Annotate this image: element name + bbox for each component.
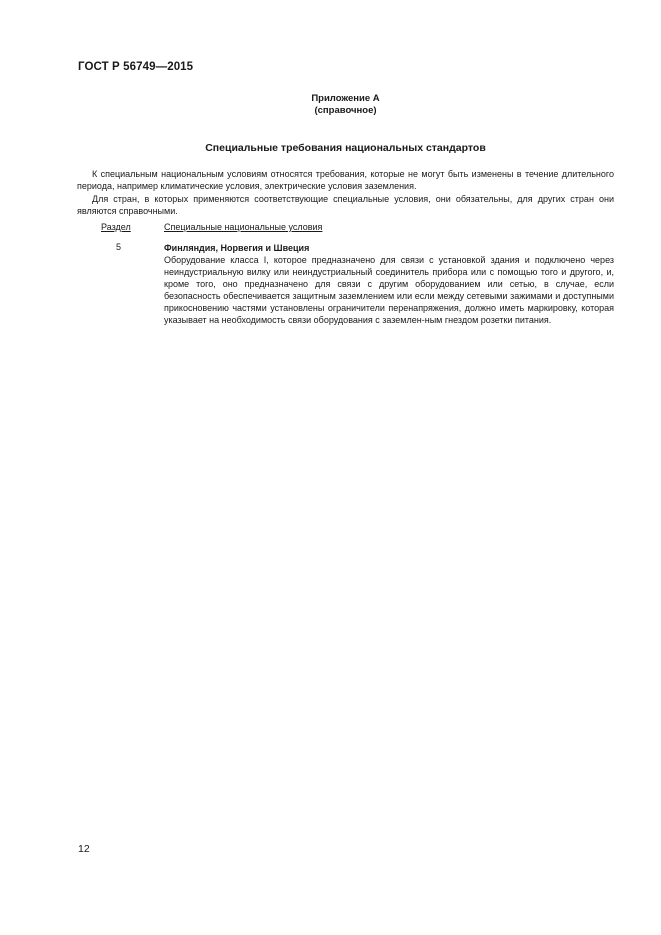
appendix-title: Приложение А <box>311 93 380 104</box>
applicability-paragraph <box>77 193 614 217</box>
table-row-section-number: 5 <box>116 242 122 252</box>
paragraph-text: К специальным национальным условиям относятся требования, которые не могут быть изменены в течение длительного периода, например климатические условия, электрические условия заземления. <box>77 169 614 191</box>
condition-text: Оборудование класса I, которое предназначено для связи с установкой здания и подключено через неиндустриальную вилку или неиндустриальный соединитель прибора или с помощью того и другого, и, кроме того, оно предназначено для связи с другим оборудованием или сетью, в случае, если безопасность обеспечивается защитным заземлением или если между сетевыми зажимами и доступными прикосновению частями установлены ограничители перенапряжения, должно иметь маркировку, которая указывает на необходимость связи оборудования с заземлен-ным гнездом розетки питания. <box>164 255 614 325</box>
table-header-section: Раздел <box>101 222 131 232</box>
intro-paragraph <box>77 168 614 192</box>
page-number: 12 <box>78 843 90 855</box>
country-group-title: Финляндия, Норвегия и Швеция <box>164 243 310 253</box>
table-header-conditions: Специальные национальные условия <box>164 222 323 232</box>
paragraph-text: Для стран, в которых применяются соответствующие специальные условия, они обязательны, для других стран они являются справочными. <box>77 194 614 216</box>
appendix-heading <box>0 93 661 117</box>
document-code: ГОСТ Р 56749—2015 <box>78 61 194 73</box>
section-title: Специальные требования национальных стандартов <box>205 142 486 154</box>
table-row-conditions <box>164 242 614 326</box>
appendix-subtitle: (справочное) <box>314 105 377 116</box>
